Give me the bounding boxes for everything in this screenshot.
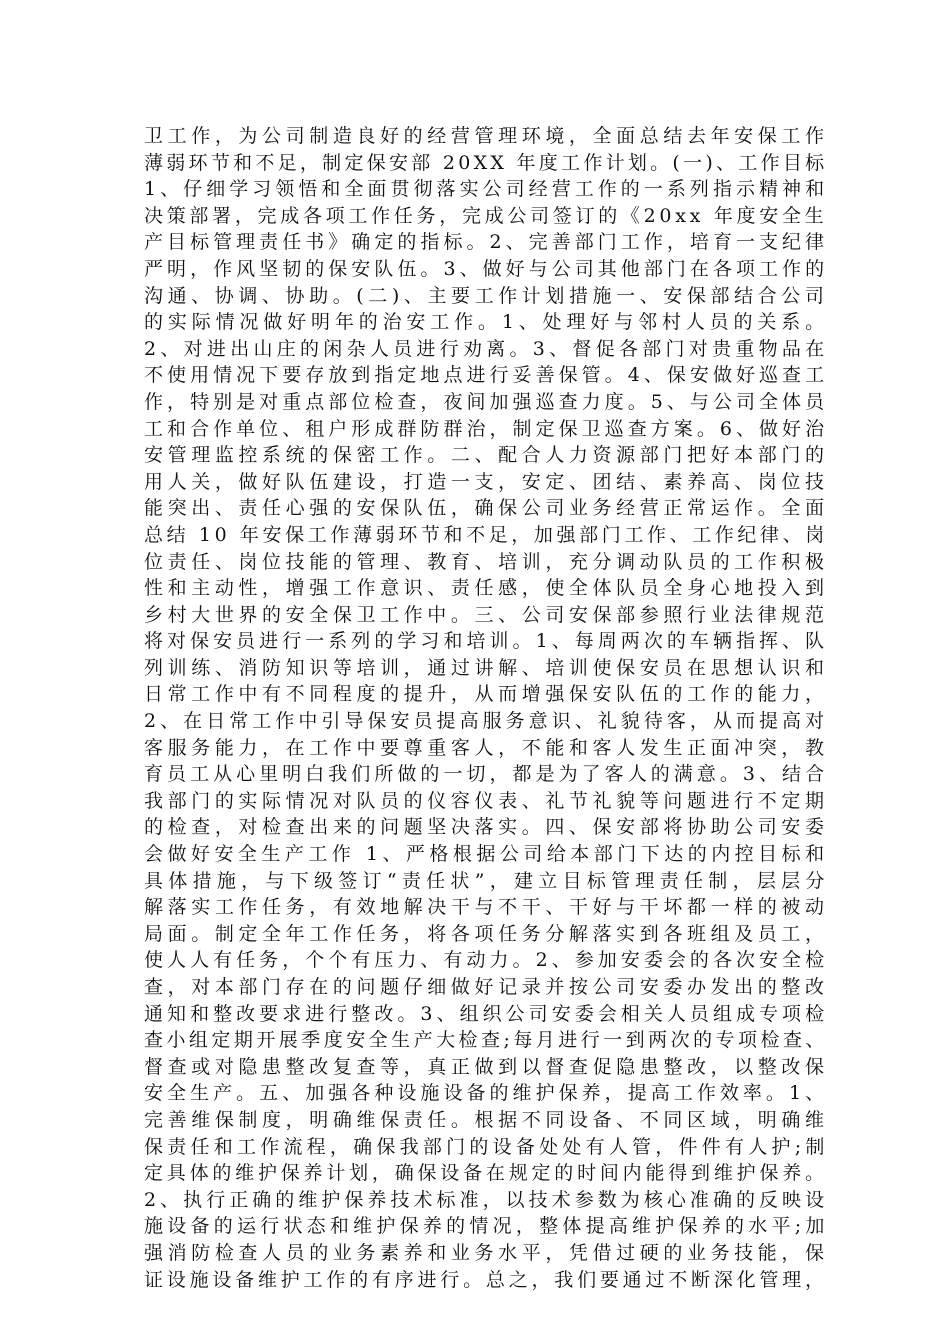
text-line: 1、仔细学习领悟和全面贯彻落实公司经营工作的一系列指示精神和 — [144, 178, 829, 201]
text-line: 2、对进出山庄的闲杂人员进行劝离。3、督促各部门对贵重物品在 — [144, 337, 829, 360]
text-line: 具体措施，与下级签订“责任状”，建立目标管理责任制，层层分 — [144, 869, 830, 892]
text-line: 督查或对隐患整改复查等，真正做到以督查促隐患整改，以整改保 — [144, 1055, 829, 1078]
text-line: 2、在日常工作中引导保安员提高服务意识、礼貌待客，从而提高对 — [144, 710, 829, 733]
text-line: 将对保安员进行一系列的学习和培训。1、每周两次的车辆指挥、队 — [144, 630, 829, 653]
text-line: 完善维保制度，明确维保责任。根据不同设备、不同区域，明确维 — [144, 1108, 829, 1131]
text-line: 薄弱环节和不足，制定保安部 20XX 年度工作计划。(一)、工作目标 — [144, 151, 828, 174]
text-line: 列训练、消防知识等培训，通过讲解、培训使保安员在思想认识和 — [144, 656, 829, 679]
text-line: 日常工作中有不同程度的提升，从而增强保安队伍的工作的能力， — [144, 683, 829, 706]
text-line: 安全生产。五、加强各种设施设备的维护保养，提高工作效率。1、 — [144, 1082, 829, 1105]
text-line: 施设备的运行状态和维护保养的情况，整体提高维护保养的水平;加 — [144, 1215, 829, 1238]
text-line: 使人人有任务，个个有压力、有动力。2、参加安委会的各次安全检 — [144, 949, 829, 972]
text-line: 保责任和工作流程，确保我部门的设备处处有人管，件件有人护;制 — [144, 1135, 829, 1158]
text-line: 定具体的维护保养计划，确保设备在规定的时间内能得到维护保养。 — [144, 1162, 828, 1185]
text-line: 沟通、协调、协助。(二)、主要工作计划措施一、安保部结合公司 — [144, 284, 829, 307]
text-line: 工和合作单位、租户形成群防群治，制定保卫巡查方案。6、做好治 — [144, 417, 829, 440]
text-line: 我部门的实际情况对队员的仪容仪表、礼节礼貌等问题进行不定期 — [144, 789, 829, 812]
text-line: 作，特别是对重点部位检查，夜间加强巡查力度。5、与公司全体员 — [144, 390, 829, 413]
text-line: 的实际情况做好明年的治安工作。1、处理好与邻村人员的关系。 — [144, 311, 829, 334]
text-line: 证设施设备维护工作的有序进行。总之，我们要通过不断深化管理， — [144, 1268, 828, 1291]
text-line: 解落实工作任务，有效地解决干与不干、干好与干坏都一样的被动 — [144, 896, 829, 919]
text-line: 位责任、岗位技能的管理、教育、培训，充分调动队员的工作积极 — [144, 550, 829, 573]
text-line: 卫工作，为公司制造良好的经营管理环境，全面总结去年安保工作 — [144, 125, 829, 147]
body-text — [144, 123, 830, 1293]
text-line: 查小组定期开展季度安全生产大检查;每月进行一到两次的专项检查、 — [144, 1029, 828, 1052]
text-line: 2、执行正确的维护保养技术标准，以技术参数为核心准确的反映设 — [144, 1188, 829, 1211]
text-line: 严明，作风坚韧的保安队伍。3、做好与公司其他部门在各项工作的 — [144, 257, 829, 280]
text-line: 能突出、责任心强的安保队伍，确保公司业务经营正常运作。全面 — [144, 497, 829, 520]
text-line: 安管理监控系统的保密工作。二、配合人力资源部门把好本部门的 — [144, 444, 829, 467]
text-line: 会做好安全生产工作 1、严格根据公司给本部门下达的内控目标和 — [144, 843, 829, 866]
text-line: 乡村大世界的安全保卫工作中。三、公司安保部参照行业法律规范 — [144, 603, 829, 626]
text-line: 通知和整改要求进行整改。3、组织公司安委会相关人员组成专项检 — [144, 1002, 829, 1025]
text-line: 用人关，做好队伍建设，打造一支，安定、团结、素养高、岗位技 — [144, 470, 829, 493]
text-line: 的检查，对检查出来的问题坚决落实。四、保安部将协助公司安委 — [144, 816, 829, 839]
text-line: 育员工从心里明白我们所做的一切，都是为了客人的满意。3、结合 — [144, 763, 829, 786]
text-line: 产目标管理责任书》确定的指标。2、完善部门工作，培育一支纪律 — [144, 231, 829, 254]
text-line: 局面。制定全年工作任务，将各项任务分解落实到各班组及员工， — [144, 922, 829, 945]
text-line: 强消防检查人员的业务素养和业务水平，凭借过硬的业务技能，保 — [144, 1241, 829, 1264]
text-line: 决策部署，完成各项工作任务，完成公司签订的《20xx 年度安全生 — [144, 204, 828, 227]
text-line: 性和主动性，增强工作意识、责任感，使全体队员全身心地投入到 — [144, 577, 829, 600]
text-line: 不使用情况下要存放到指定地点进行妥善保管。4、保安做好巡查工 — [144, 364, 829, 387]
text-line: 客服务能力，在工作中要尊重客人，不能和客人发生正面冲突，教 — [144, 736, 829, 759]
text-line: 查，对本部门存在的问题仔细做好记录并按公司安委办发出的整改 — [144, 976, 829, 998]
text-line: 总结 10 年安保工作薄弱环节和不足，加强部门工作、工作纪律、岗 — [144, 523, 828, 546]
